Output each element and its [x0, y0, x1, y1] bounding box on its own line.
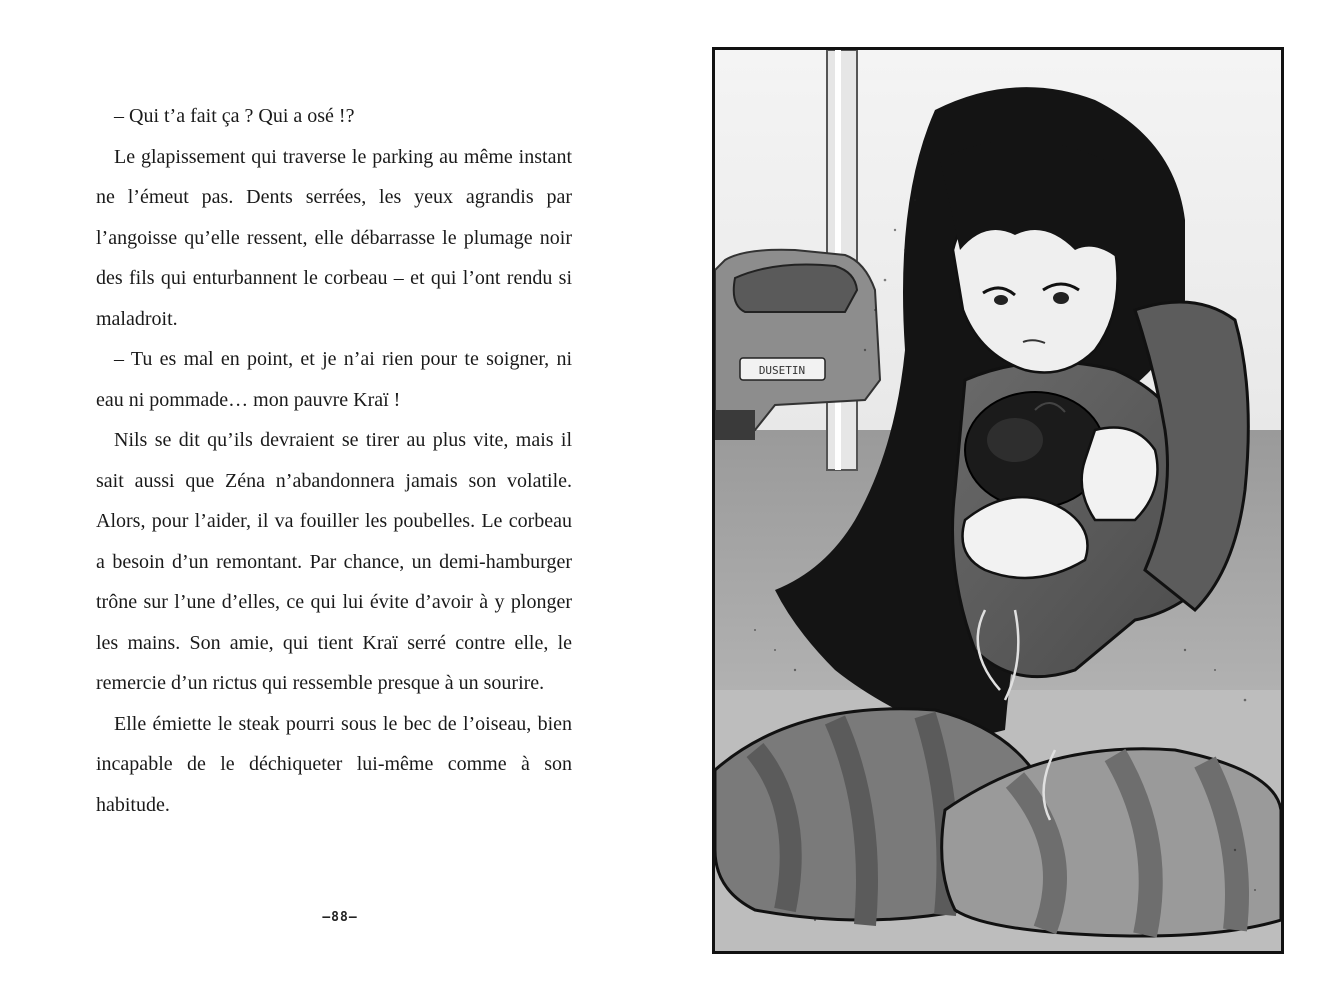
body-text: [96, 96, 572, 825]
license-plate: DUSETIN: [758, 364, 806, 377]
paragraph-4: Nils se dit qu’ils devraient se tirer au plus vite, mais il sait aussi que Zéna n’abandonnera jamais son volatile. Alors, pour l’aider, il va fouiller les poubelles. Le corbeau a besoin d’un remontant. Par chance, un demi-hamburger trône sur l’une d’elles, ce qui lui évite d’avoir à y plonger les mains. Son amie, qui tient Kraï serré contre elle, le remercie d’un rictus qui ressemble presque à un sourire.: [96, 429, 572, 694]
paragraph-5: Elle émiette le steak pourri sous le bec de l’oiseau, bien incapable de le déchiqueter lui-même comme à son habitude.: [96, 712, 572, 816]
paragraph-3: – Tu es mal en point, et je n’ai rien pour te soigner, ni eau ni pommade… mon pauvre Kraï !: [96, 348, 572, 411]
illustration-drawing: [715, 50, 1281, 951]
illustration: [712, 47, 1284, 954]
paragraph-2: Le glapissement qui traverse le parking au même instant ne l’émeut pas. Dents serrées, les yeux agrandis par l’angoisse qu’elle ressent, elle débarrasse le plumage noir des fils qui enturbannent le corbeau – et qui l’ont rendu si maladroit.: [96, 145, 572, 330]
paragraph-1: – Qui t’a fait ça ? Qui a osé !?: [114, 105, 355, 127]
page-number: –88–: [322, 910, 358, 925]
